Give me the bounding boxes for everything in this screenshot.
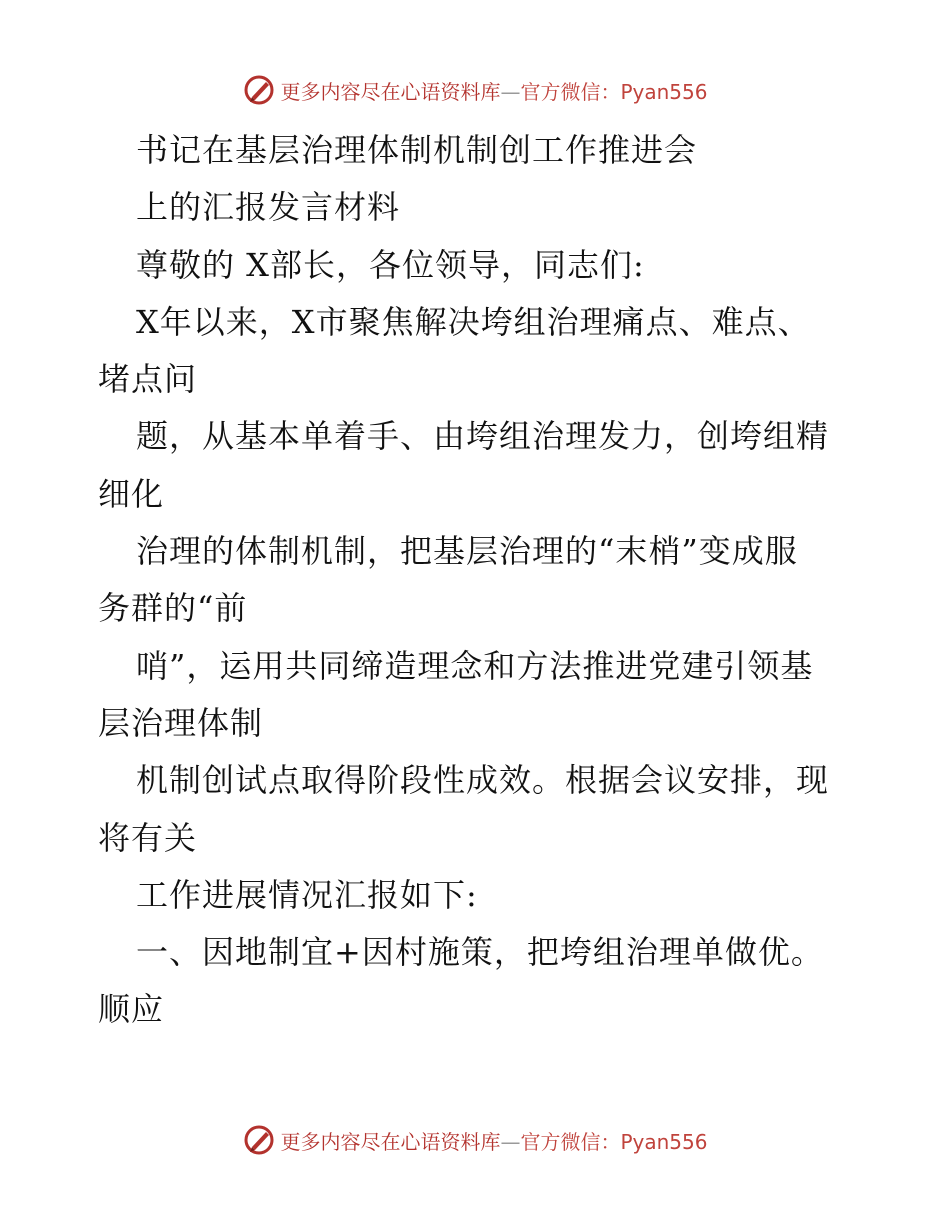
banner-separator: —: [500, 79, 521, 104]
document-line: 工作进展情况汇报如下:: [136, 875, 478, 914]
pen-circle-logo-icon: [242, 73, 276, 107]
document-line: 细化: [98, 474, 165, 513]
banner-main-text: 更多内容尽在心语资料库: [280, 79, 501, 104]
banner-text: [280, 1126, 707, 1155]
document-line: 堵点问: [98, 360, 198, 399]
document-line: 机制创试点取得阶段性成效。根据会议安排，现: [136, 761, 830, 800]
pen-circle-logo-icon: [242, 1123, 276, 1157]
document-line: 尊敬的 X部长，各位领导，同志们:: [136, 245, 645, 284]
document-line: 一、因地制宜+因村施策，把垮组治理单做优。: [136, 933, 824, 972]
document-line: 治理的体制机制，把基层治理的“末梢”变成服: [136, 532, 798, 571]
document-line: 上的汇报发言材料: [136, 188, 401, 227]
document-line: 将有关: [98, 818, 198, 857]
document-body: [98, 122, 858, 1039]
document-line: 题，从基本单着手、由垮组治理发力，创垮组精: [136, 417, 830, 456]
banner-separator: —: [500, 1129, 521, 1154]
document-line: 层治理体制: [98, 703, 264, 742]
document-line: X年以来，X市聚焦解决垮组治理痛点、难点、: [136, 302, 811, 341]
header-banner: [0, 70, 950, 110]
document-line: 务群的“前: [98, 589, 248, 628]
document-line: 顺应: [98, 990, 165, 1029]
document-line: 哨”，运用共同缔造理念和方法推进党建引领基: [136, 646, 814, 685]
footer-banner: [0, 1120, 950, 1160]
document-line: 书记在基层治理体制机制创工作推进会: [136, 131, 698, 169]
banner-wechat-text: 官方微信：Pyan556: [520, 1129, 708, 1154]
banner-wechat-text: 官方微信：Pyan556: [520, 79, 708, 104]
banner-main-text: 更多内容尽在心语资料库: [280, 1129, 501, 1154]
banner-text: [280, 76, 707, 105]
